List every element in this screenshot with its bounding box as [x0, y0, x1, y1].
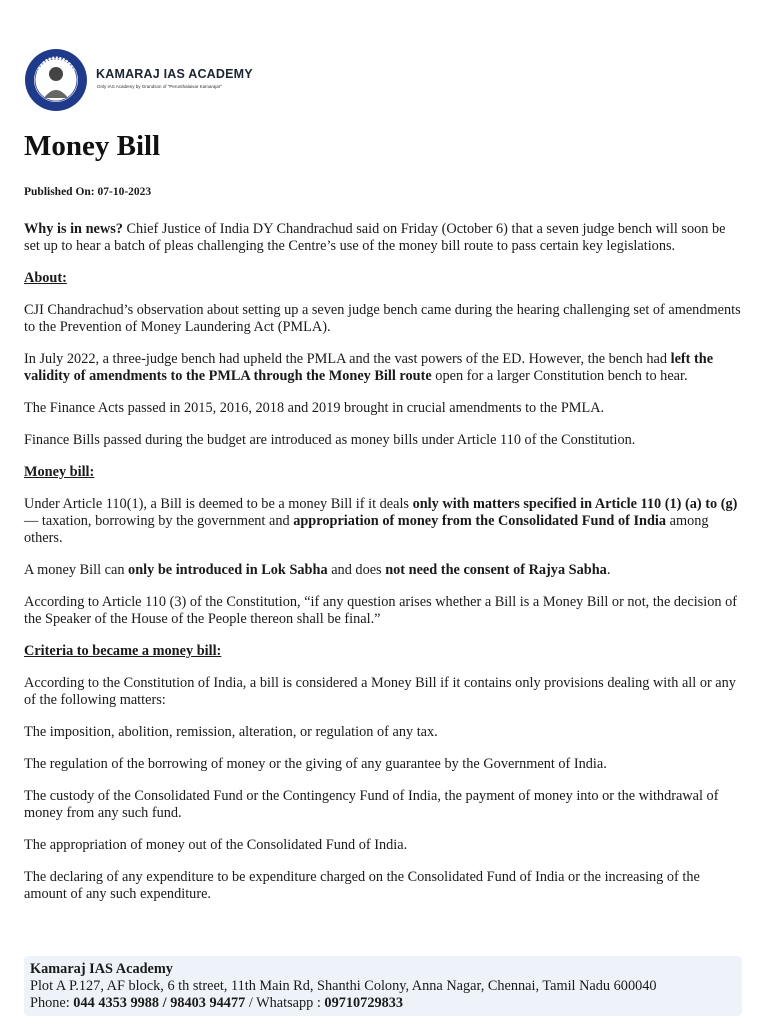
money-paragraph-1 [24, 496, 744, 547]
criteria-heading: Criteria to became a money bill: [24, 643, 222, 659]
contact-footer [24, 956, 742, 1016]
money-paragraph-2 [24, 562, 744, 579]
phone-label: Phone: [30, 995, 74, 1011]
money-paragraph-3: According to Article 110 (3) of the Constitution, “if any question arises whether a Bill is a Money Bill or not, the decision of the Speaker of the House of the People thereon shall be final.” [24, 594, 737, 627]
bold-run: left the validity of amendments to the PMLA through the Money Bill route [24, 351, 714, 384]
why-in-news [24, 221, 744, 255]
why-label: Why is in news? [24, 221, 123, 237]
brand-tagline: Only IAS Academy by Grandson of "Perunthalaivar Kamarajar" [97, 84, 223, 89]
bold-run: appropriation of money from the Consolidated Fund of India [293, 513, 667, 529]
text-run: — taxation, borrowing by the government and [24, 513, 294, 529]
published-date [24, 186, 151, 198]
about-paragraph-4: Finance Bills passed during the budget are introduced as money bills under Article 110 of the Constitution. [24, 432, 636, 448]
article-body [24, 221, 744, 918]
criteria-item: The appropriation of money out of the Consolidated Fund of India. [24, 837, 408, 853]
criteria-item: The imposition, abolition, remission, alteration, or regulation of any tax. [24, 724, 438, 740]
criteria-intro: According to the Constitution of India, a bill is considered a Money Bill if it contains only provisions dealing with all or any of the following matters: [24, 675, 736, 708]
phone-numbers: 044 4353 9988 / 98403 94477 [73, 995, 246, 1011]
text-run: Under Article 110(1), a Bill is deemed to be a money Bill if it deals [24, 496, 413, 512]
whatsapp-label: / Whatsapp : [245, 995, 325, 1011]
header [24, 48, 324, 112]
footer-contact [30, 995, 736, 1012]
about-heading: About: [24, 270, 67, 286]
brand-name: KAMARAJ IAS ACADEMY [96, 67, 253, 81]
money-bill-heading: Money bill: [24, 464, 95, 480]
about-paragraph-3: The Finance Acts passed in 2015, 2016, 2018 and 2019 brought in crucial amendments to the PMLA. [24, 400, 605, 416]
criteria-item: The declaring of any expenditure to be expenditure charged on the Consolidated Fund of India or the increasing of the amount of any such expenditure. [24, 869, 700, 902]
text-run: and does [327, 562, 386, 578]
text-run: among others. [24, 513, 709, 546]
footer-academy-name: Kamaraj IAS Academy [30, 961, 173, 977]
criteria-item: The regulation of the borrowing of money or the giving of any guarantee by the Government of India. [24, 756, 607, 772]
text-run: . [606, 562, 611, 578]
why-text: Chief Justice of India DY Chandrachud said on Friday (October 6) that a seven judge bench will soon be set up to hear a batch of pleas challenging the Centre’s use of the money bill route to pass certain key legislations. [24, 221, 726, 254]
bold-run: only be introduced in Lok Sabha [128, 562, 328, 578]
bold-run: only with matters specified in Article 110 (1) (a) to (g) [412, 496, 738, 512]
published-value: 07-10-2023 [97, 186, 152, 198]
criteria-item: The custody of the Consolidated Fund or the Contingency Fund of India, the payment of money into or the withdrawal of money from any such fund. [24, 788, 719, 821]
published-label: Published On: [24, 186, 95, 198]
bold-run: not need the consent of Rajya Sabha [385, 562, 607, 578]
text-run: In July 2022, a three-judge bench had upheld the PMLA and the vast powers of the ED. However, the bench had [24, 351, 671, 367]
whatsapp-number: 09710729833 [324, 995, 404, 1011]
text-run: open for a larger Constitution bench to hear. [431, 368, 688, 384]
text-run: A money Bill can [24, 562, 129, 578]
academy-logo-icon [24, 48, 88, 112]
about-paragraph-2 [24, 351, 744, 385]
page-title: Money Bill [24, 130, 161, 162]
about-paragraph-1: CJI Chandrachud’s observation about setting up a seven judge bench came during the hearing challenging set of amendments to the Prevention of Money Laundering Act (PMLA). [24, 302, 741, 335]
footer-address: Plot A P.127, AF block, 6 th street, 11th Main Rd, Shanthi Colony, Anna Nagar, Chennai, Tamil Nadu 600040 [30, 978, 657, 994]
